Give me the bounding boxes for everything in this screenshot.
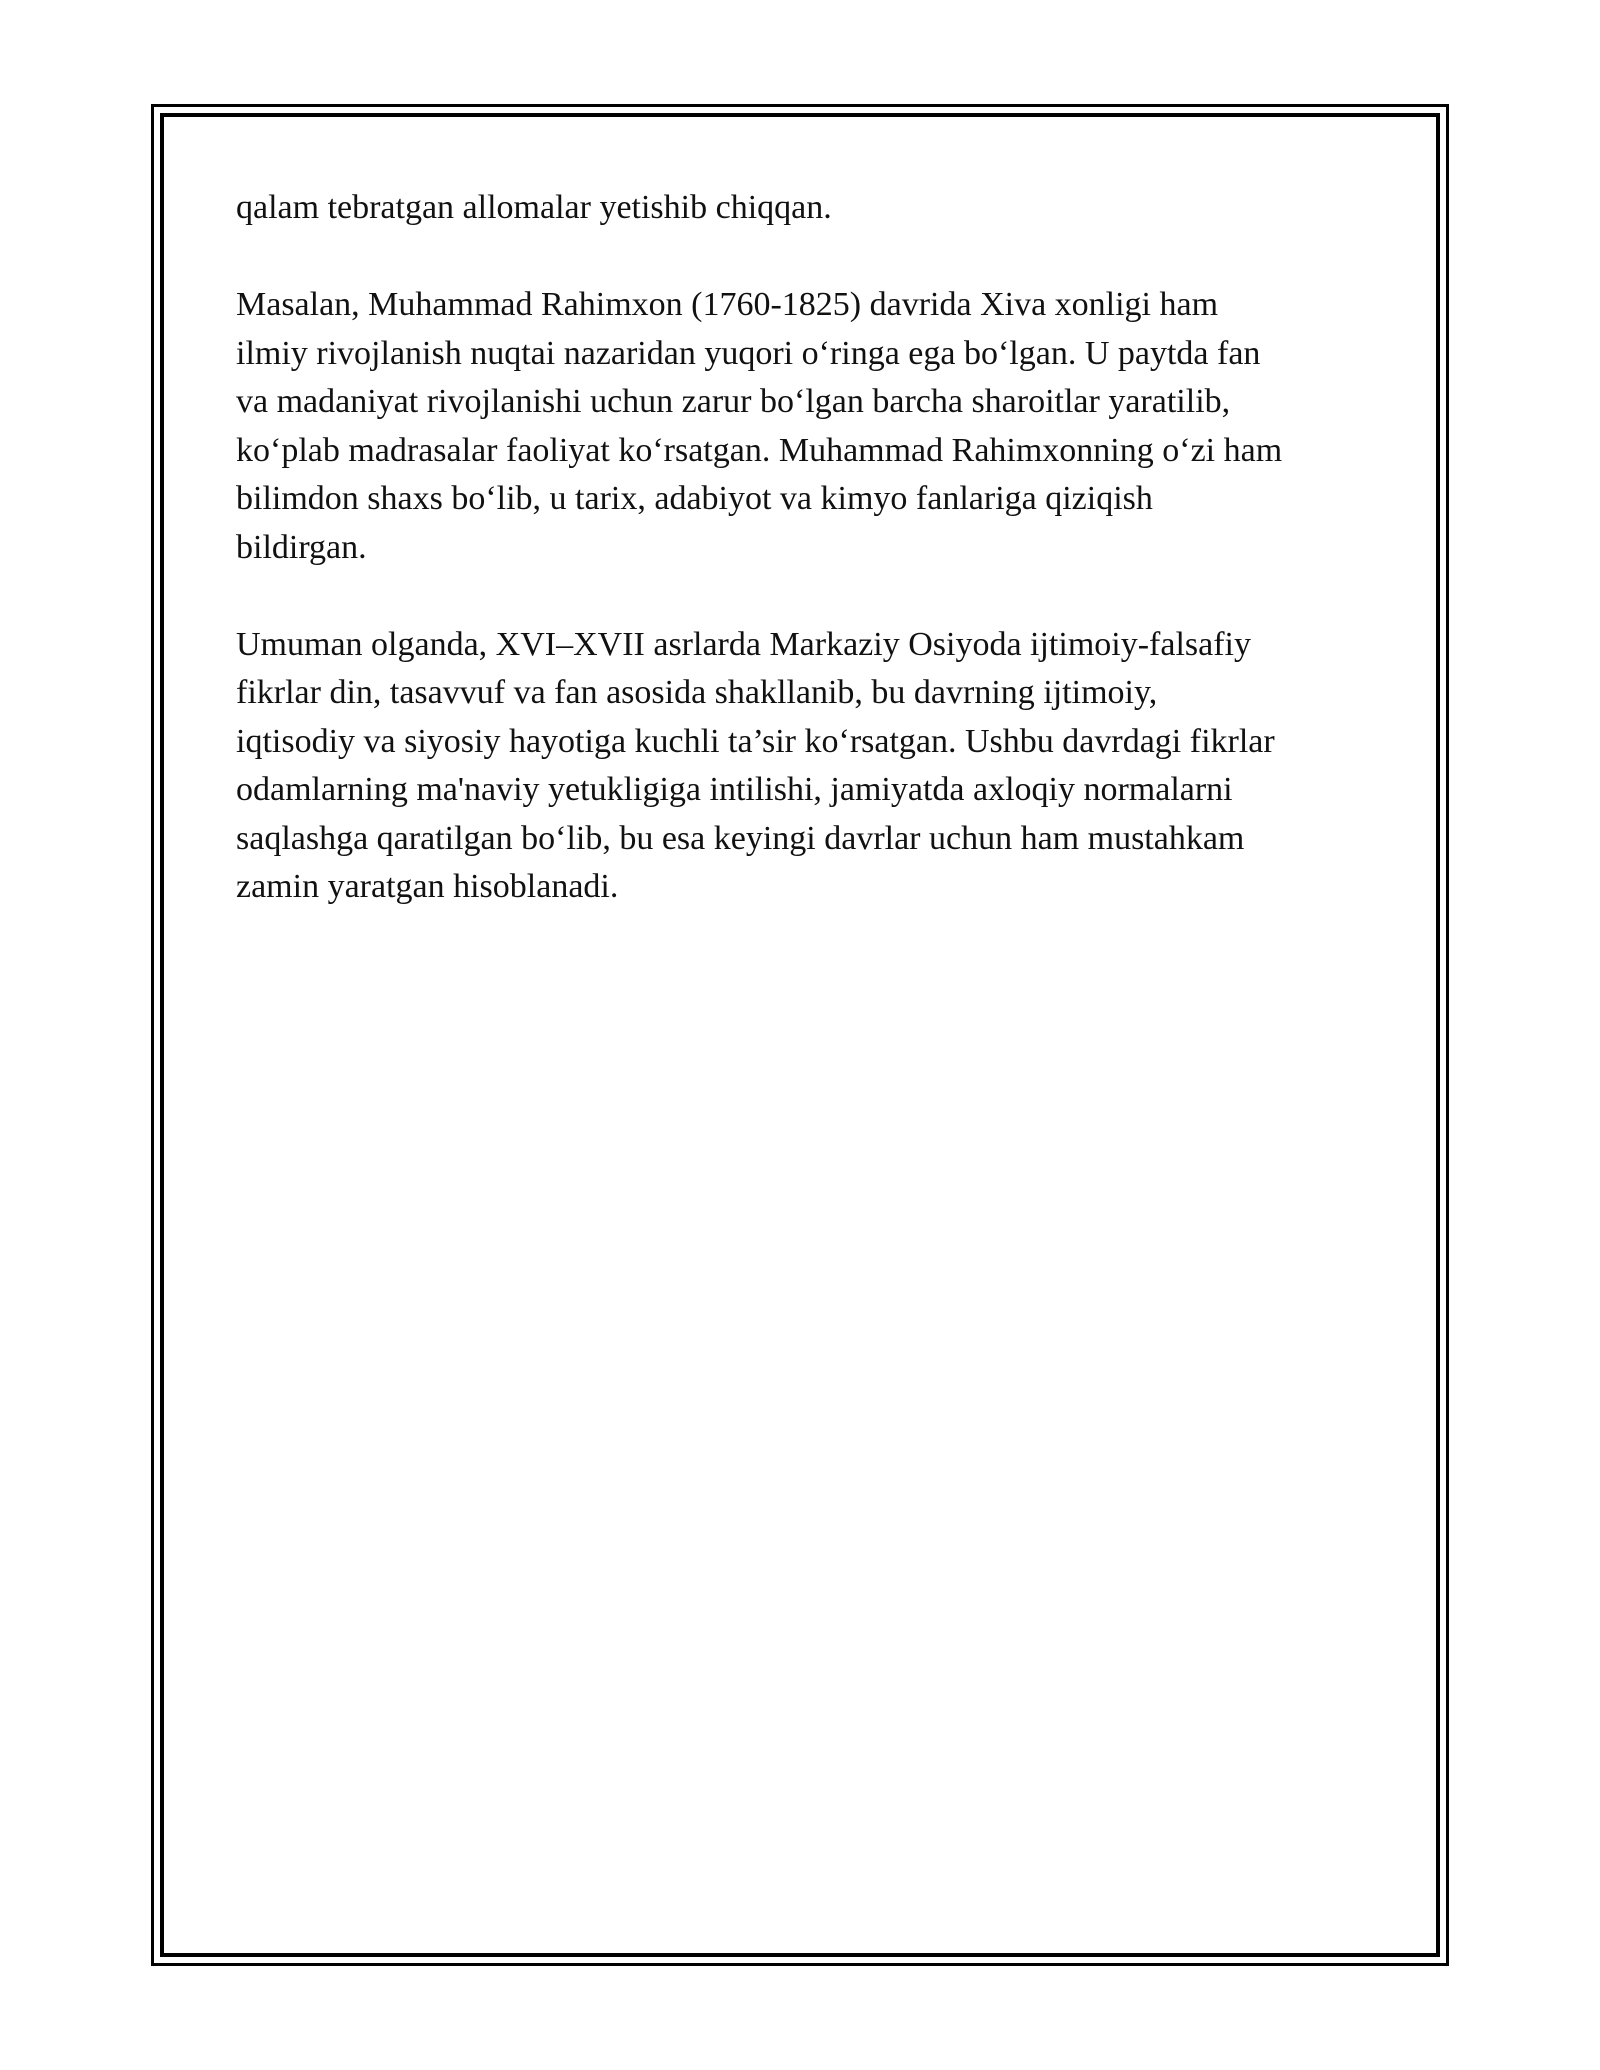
text-line: Umuman olganda, XVI–XVII asrlarda Markaziy Osiyoda ijtimoiy-falsafiy	[236, 625, 1251, 663]
text-line: zamin yaratgan hisoblanadi.	[236, 868, 619, 905]
text-line: bildirgan.	[236, 528, 367, 566]
text-line: odamlarning ma'naviy yetukligiga intilishi, jamiyatda axloqiy normalarni	[236, 771, 1233, 808]
text-line: Masalan, Muhammad Rahimxon (1760-1825) davrida Xiva xonligi ham	[236, 286, 1219, 323]
paragraph-1	[236, 184, 1372, 233]
text-line: fikrlar din, tasavvuf va fan asosida shakllanib, bu davrning ijtimoiy,	[236, 674, 1158, 711]
text-line: saqlashga qaratilgan bo‘lib, bu esa keyingi davrlar uchun ham mustahkam	[236, 819, 1245, 857]
document-body	[236, 184, 1372, 960]
paragraph-3	[236, 621, 1372, 912]
text-line: va madaniyat rivojlanishi uchun zarur bo‘lgan barcha sharoitlar yaratilib,	[236, 383, 1231, 420]
paragraph-2	[236, 281, 1372, 572]
text-line: bilimdon shaxs bo‘lib, u tarix, adabiyot va kimyo fanlariga qiziqish	[236, 480, 1153, 517]
text-line: qalam tebratgan allomalar yetishib chiqqan.	[236, 189, 832, 226]
text-line: ilmiy rivojlanish nuqtai nazaridan yuqori o‘ringa ega bo‘lgan. U paytda fan	[236, 334, 1261, 372]
text-line: ko‘plab madrasalar faoliyat ko‘rsatgan. Muhammad Rahimxonning o‘zi ham	[236, 431, 1283, 469]
text-line: iqtisodiy va siyosiy hayotiga kuchli ta’sir ko‘rsatgan. Ushbu davrdagi fikrlar	[236, 722, 1275, 760]
